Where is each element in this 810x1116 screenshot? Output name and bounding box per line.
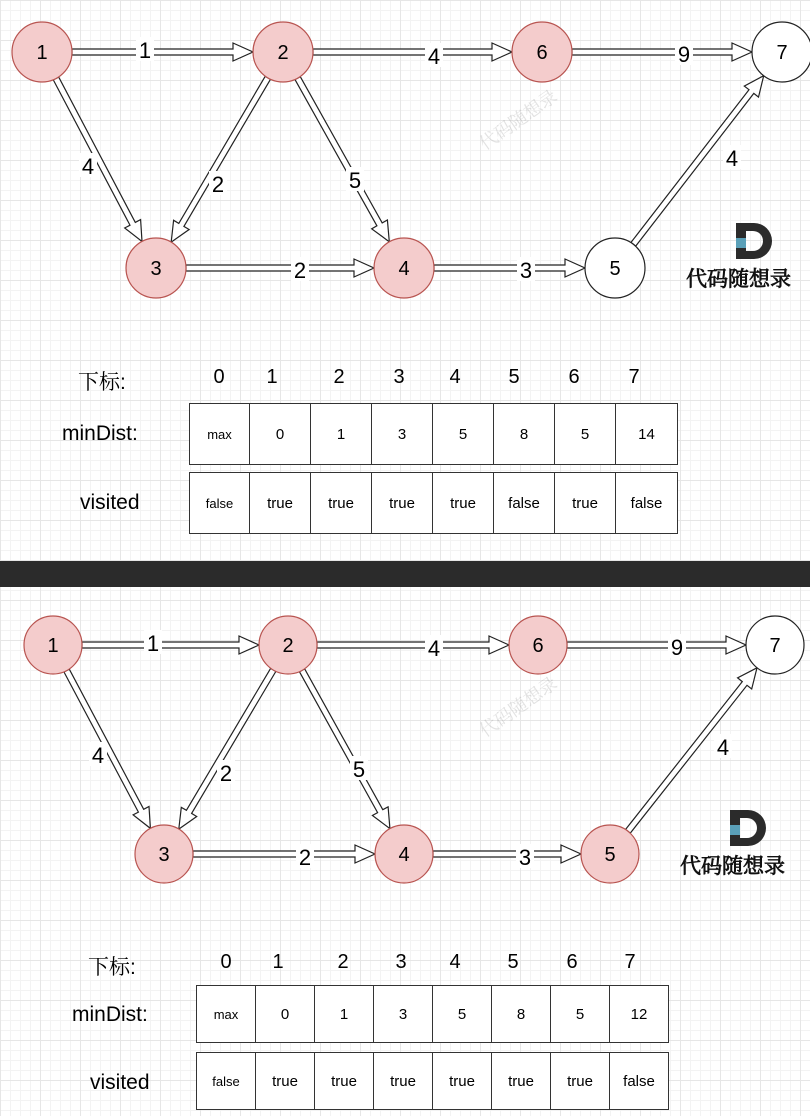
edge-1-2 xyxy=(82,630,259,656)
index-6: 6 xyxy=(568,366,580,388)
panel-divider xyxy=(0,561,810,587)
node-label: 2 xyxy=(277,42,289,64)
edge-3-4 xyxy=(193,844,375,870)
index-1: 1 xyxy=(266,366,278,388)
node-4 xyxy=(375,825,433,883)
node-label: 6 xyxy=(532,635,544,657)
node-label: 7 xyxy=(769,635,781,657)
visited-array xyxy=(196,1052,669,1110)
edge-2-4 xyxy=(300,669,390,829)
index-5: 5 xyxy=(507,951,519,973)
mindist-cell: 5 xyxy=(433,404,494,465)
edge-4-5 xyxy=(434,257,585,283)
index-0: 0 xyxy=(220,951,232,973)
svg-text:代码随想录: 代码随想录 xyxy=(680,854,785,878)
node-1 xyxy=(12,22,72,82)
node-2 xyxy=(253,22,313,82)
edge-weight-label: 1 xyxy=(138,38,152,63)
mindist-cell: 3 xyxy=(372,404,433,465)
node-label: 2 xyxy=(282,635,294,657)
edge-6-7 xyxy=(572,41,752,67)
node-label: 5 xyxy=(604,844,616,866)
index-5: 5 xyxy=(508,366,520,388)
visited-cell: true xyxy=(311,473,372,534)
visited-cell: true xyxy=(433,473,494,534)
edge-weight-label: 5 xyxy=(348,168,362,193)
edge-1-3 xyxy=(53,77,142,241)
edge-2-6 xyxy=(313,43,512,69)
svg-text:代码随想录: 代码随想录 xyxy=(475,86,562,155)
visited-cell: false xyxy=(494,473,555,534)
index-2: 2 xyxy=(333,366,345,388)
mindist-array xyxy=(189,403,678,465)
mindist-cell: 3 xyxy=(374,986,433,1043)
edge-2-3 xyxy=(179,668,276,829)
mindist-cell: 8 xyxy=(492,986,551,1043)
node-label: 4 xyxy=(398,844,410,866)
edge-weight-label: 9 xyxy=(677,42,691,67)
visited-cell: true xyxy=(372,473,433,534)
node-5 xyxy=(585,238,645,298)
mindist-cell: 5 xyxy=(433,986,492,1043)
edge-weight-label: 9 xyxy=(670,635,684,660)
visited-array xyxy=(189,472,678,534)
edge-3-4 xyxy=(186,257,374,283)
edge-weight-label: 5 xyxy=(352,757,366,782)
node-7 xyxy=(746,616,804,674)
node-label: 6 xyxy=(536,42,548,64)
visited-cell: true xyxy=(492,1053,551,1110)
edge-weight-label: 4 xyxy=(427,636,441,661)
node-label: 3 xyxy=(150,258,162,280)
visited-cell: true xyxy=(256,1053,315,1110)
node-3 xyxy=(135,825,193,883)
edge-weight-label: 1 xyxy=(146,631,160,656)
edge-1-3 xyxy=(64,669,150,828)
edge-2-6 xyxy=(317,635,509,661)
edge-weight-label: 2 xyxy=(293,258,307,283)
visited-cell: false xyxy=(610,1053,669,1110)
edge-weight-label: 2 xyxy=(219,761,233,786)
node-label: 1 xyxy=(47,635,59,657)
mindist-cell: max xyxy=(190,404,250,465)
logo-d-icon xyxy=(686,220,806,300)
node-4 xyxy=(374,238,434,298)
index-row-label: 下标: xyxy=(78,371,126,394)
mindist-cell: 1 xyxy=(311,404,372,465)
edge-weight-label: 4 xyxy=(81,154,95,179)
edge-1-2 xyxy=(72,37,253,63)
mindist-cell: 8 xyxy=(494,404,555,465)
edge-4-5 xyxy=(433,844,581,870)
visited-cell: true xyxy=(555,473,616,534)
index-4: 4 xyxy=(449,951,461,973)
index-2: 2 xyxy=(337,951,349,973)
index-3: 3 xyxy=(393,366,405,388)
visited-cell: true xyxy=(551,1053,610,1110)
node-label: 3 xyxy=(158,844,170,866)
node-5 xyxy=(581,825,639,883)
svg-text:代码随想录: 代码随想录 xyxy=(686,267,791,291)
node-3 xyxy=(126,238,186,298)
mindist-cell: 1 xyxy=(315,986,374,1043)
mindist-row-label: minDist: xyxy=(62,422,138,445)
mindist-cell: 0 xyxy=(250,404,311,465)
visited-cell: false xyxy=(616,473,678,534)
node-label: 5 xyxy=(609,258,621,280)
edge-6-7 xyxy=(567,634,746,660)
index-7: 7 xyxy=(624,951,636,973)
index-7: 7 xyxy=(628,366,640,388)
edge-weight-label: 2 xyxy=(211,172,225,197)
svg-text:代码随想录: 代码随想录 xyxy=(475,673,562,742)
mindist-cell: 14 xyxy=(616,404,678,465)
index-6: 6 xyxy=(566,951,578,973)
edge-2-4 xyxy=(295,77,389,242)
node-1 xyxy=(24,616,82,674)
edge-weight-label: 3 xyxy=(519,258,533,283)
node-label: 4 xyxy=(398,258,410,280)
edge-weight-label: 2 xyxy=(298,845,312,870)
visited-cell: true xyxy=(250,473,311,534)
edge-weight-label: 4 xyxy=(716,735,730,760)
edge-weight-label: 4 xyxy=(91,743,105,768)
index-1: 1 xyxy=(272,951,284,973)
node-label: 7 xyxy=(776,42,788,64)
mindist-cell: 5 xyxy=(551,986,610,1043)
edge-weight-label: 4 xyxy=(427,44,441,69)
visited-cell: true xyxy=(374,1053,433,1110)
mindist-cell: 5 xyxy=(555,404,616,465)
edge-weight-label: 4 xyxy=(725,146,739,171)
visited-cell: true xyxy=(315,1053,374,1110)
visited-row-label: visited xyxy=(80,491,140,514)
visited-row-label: visited xyxy=(90,1071,150,1094)
mindist-array xyxy=(196,985,669,1043)
visited-cell: false xyxy=(197,1053,256,1110)
index-row-label: 下标: xyxy=(88,956,136,979)
edge-weight-label: 3 xyxy=(518,845,532,870)
mindist-cell: 12 xyxy=(610,986,669,1043)
index-4: 4 xyxy=(449,366,461,388)
logo-d-icon xyxy=(680,807,805,887)
diagram-panel-2 xyxy=(0,587,810,1116)
visited-cell: true xyxy=(433,1053,492,1110)
mindist-cell: 0 xyxy=(256,986,315,1043)
node-label: 1 xyxy=(36,42,48,64)
node-7 xyxy=(752,22,810,82)
mindist-cell: max xyxy=(197,986,256,1043)
visited-cell: false xyxy=(190,473,250,534)
edge-2-3 xyxy=(171,76,270,242)
mindist-row-label: minDist: xyxy=(72,1003,148,1026)
node-2 xyxy=(259,616,317,674)
index-3: 3 xyxy=(395,951,407,973)
index-0: 0 xyxy=(213,366,225,388)
